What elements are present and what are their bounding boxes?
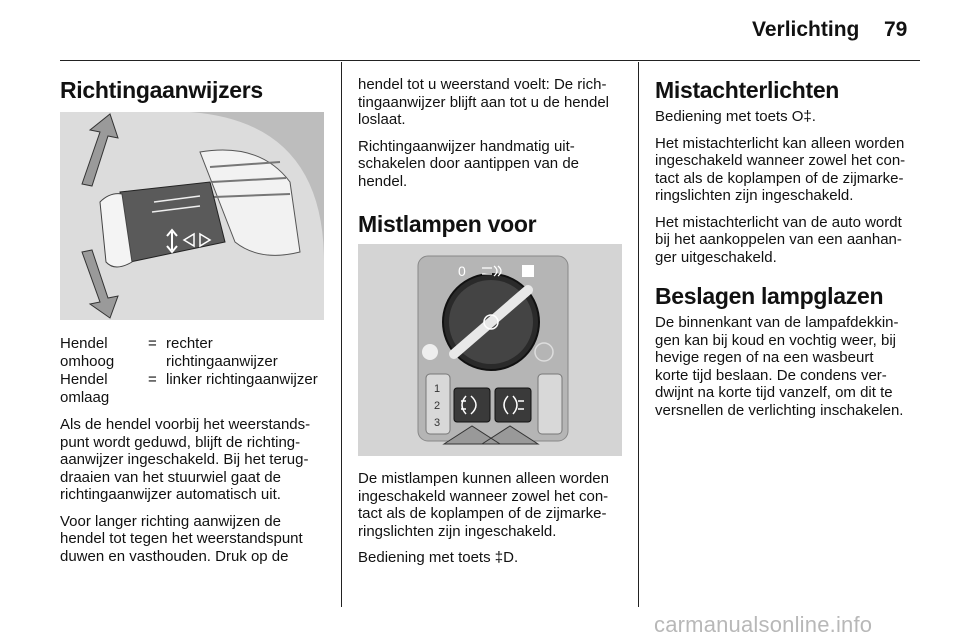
section-heading-mistachterlichten: Mistachterlichten xyxy=(655,77,840,103)
line: Voor langer richting aanwijzen de xyxy=(60,512,281,530)
turn-signal-lever-illustration xyxy=(60,112,324,320)
line: Het mistachterlicht kan alleen worden xyxy=(655,134,905,152)
wheel-label-2: 2 xyxy=(434,400,441,412)
headlight-icon xyxy=(522,265,534,277)
wheel-label-3: 3 xyxy=(434,417,441,429)
line: punt wordt geduwd, blijft de richting- xyxy=(60,433,301,451)
watermark: carmanualsonline.info xyxy=(654,612,873,637)
col2-body-bottom xyxy=(358,470,628,576)
line: tact als de koplampen of de zijmarke- xyxy=(358,505,607,522)
paragraph-bediening-achter xyxy=(655,108,925,126)
line: ringslichten zijn ingeschakeld. xyxy=(655,187,854,204)
paragraph-richting-2 xyxy=(60,513,330,566)
line: ringslichten zijn ingeschakeld. xyxy=(358,522,557,540)
line: ger uitgeschakeld. xyxy=(655,248,777,266)
front-fog-symbol: ‡D. xyxy=(494,549,519,566)
line: richtingaanwijzer automatisch uit. xyxy=(60,486,281,503)
header-divider xyxy=(60,60,920,61)
line: loslaat. xyxy=(358,111,406,128)
line: tingaanwijzer blijft aan tot u de hendel xyxy=(358,93,610,111)
bediening-text: Bediening met toets xyxy=(358,549,495,566)
rear-fog-button xyxy=(495,388,531,422)
line: hendel tot u weerstand voelt: De rich- xyxy=(358,76,607,93)
figure-turn-signal-lever xyxy=(60,112,324,320)
line: De mistlampen kunnen alleen worden xyxy=(358,470,609,487)
line: draaien van het stuurwiel gaat de xyxy=(60,468,281,486)
front-fog-button xyxy=(454,388,490,422)
line: hendel tot tegen het weerstandspunt xyxy=(60,530,303,547)
paragraph-continued xyxy=(358,76,628,129)
paragraph-mistachterlicht-2 xyxy=(655,214,925,267)
paragraph-richting-1 xyxy=(60,416,330,504)
page-number: 79 xyxy=(884,18,908,41)
definition-term-1 xyxy=(60,335,146,370)
line: gen kan bij koud en vochtig weer, bij xyxy=(655,331,896,349)
line: versnellen de verlichting inschakelen. xyxy=(655,401,904,419)
switch-position-0: 0 xyxy=(458,263,466,279)
figure-light-switch xyxy=(358,244,622,456)
line: dwijnt na korte tijd vanzelf, om dit te xyxy=(655,384,893,401)
section-heading-beslagen-lampglazen: Beslagen lampglazen xyxy=(655,283,884,309)
light-switch-illustration xyxy=(358,244,622,456)
definition-sep-2: = xyxy=(148,371,157,388)
column-divider-2 xyxy=(638,62,639,607)
section-heading-mistlampen-voor: Mistlampen voor xyxy=(358,211,537,237)
line: ingeschakeld wanneer zowel het con- xyxy=(655,152,906,169)
col1-body xyxy=(60,416,330,574)
line: tact als de koplampen of de zijmarke- xyxy=(655,169,904,187)
column-divider-1 xyxy=(341,62,342,607)
running-header-title: Verlichting xyxy=(752,18,860,41)
definition-sep-1: = xyxy=(148,335,157,352)
section-heading-richtingaanwijzers: Richtingaanwijzers xyxy=(60,77,263,103)
line: Als de hendel voorbij het weerstands- xyxy=(60,416,311,433)
line: bij het aankoppelen van een aanhan- xyxy=(655,231,902,248)
paragraph-bediening-voor xyxy=(358,549,628,567)
wheel-label-1: 1 xyxy=(434,383,441,395)
line: korte tijd beslaan. De condens ver- xyxy=(655,366,887,384)
line: De binnenkant van de lampafdekkin- xyxy=(655,314,899,331)
line: duwen en vasthouden. Druk op de xyxy=(60,547,289,565)
dashboard-illumination-icon xyxy=(422,344,438,360)
definition-text-1: rechter richtingaanwijzer xyxy=(166,335,278,370)
paragraph-handmatig xyxy=(358,138,628,191)
line: hevige regen of na een wasbeurt xyxy=(655,349,874,366)
definition-term-1-text: Hendel omhoog xyxy=(60,335,115,370)
bediening-text: Bediening met toets xyxy=(655,108,792,125)
paragraph-beslagen xyxy=(655,314,930,419)
paragraph-mistlampen xyxy=(358,470,628,540)
line: hendel. xyxy=(358,172,408,190)
dimmer-wheel xyxy=(538,374,562,434)
line: schakelen door aantippen van de xyxy=(358,155,580,172)
definition-term-2 xyxy=(60,371,146,406)
line: Het mistachterlicht van de auto wordt xyxy=(655,213,902,231)
line: ingeschakeld wanneer zowel het con- xyxy=(358,487,609,505)
line: Richtingaanwijzer handmatig uit- xyxy=(358,137,575,155)
col3-body-top xyxy=(655,108,925,275)
definition-term-2-text: Hendel omlaag xyxy=(60,371,110,406)
definition-text-2: linker richtingaanwijzer xyxy=(166,371,318,388)
col3-body-bottom xyxy=(655,314,930,428)
col2-body-top xyxy=(358,76,628,199)
paragraph-mistachterlicht-1 xyxy=(655,135,925,205)
rear-fog-symbol: O‡. xyxy=(791,108,816,125)
line: aanwijzer ingeschakeld. Bij het terug- xyxy=(60,451,309,468)
